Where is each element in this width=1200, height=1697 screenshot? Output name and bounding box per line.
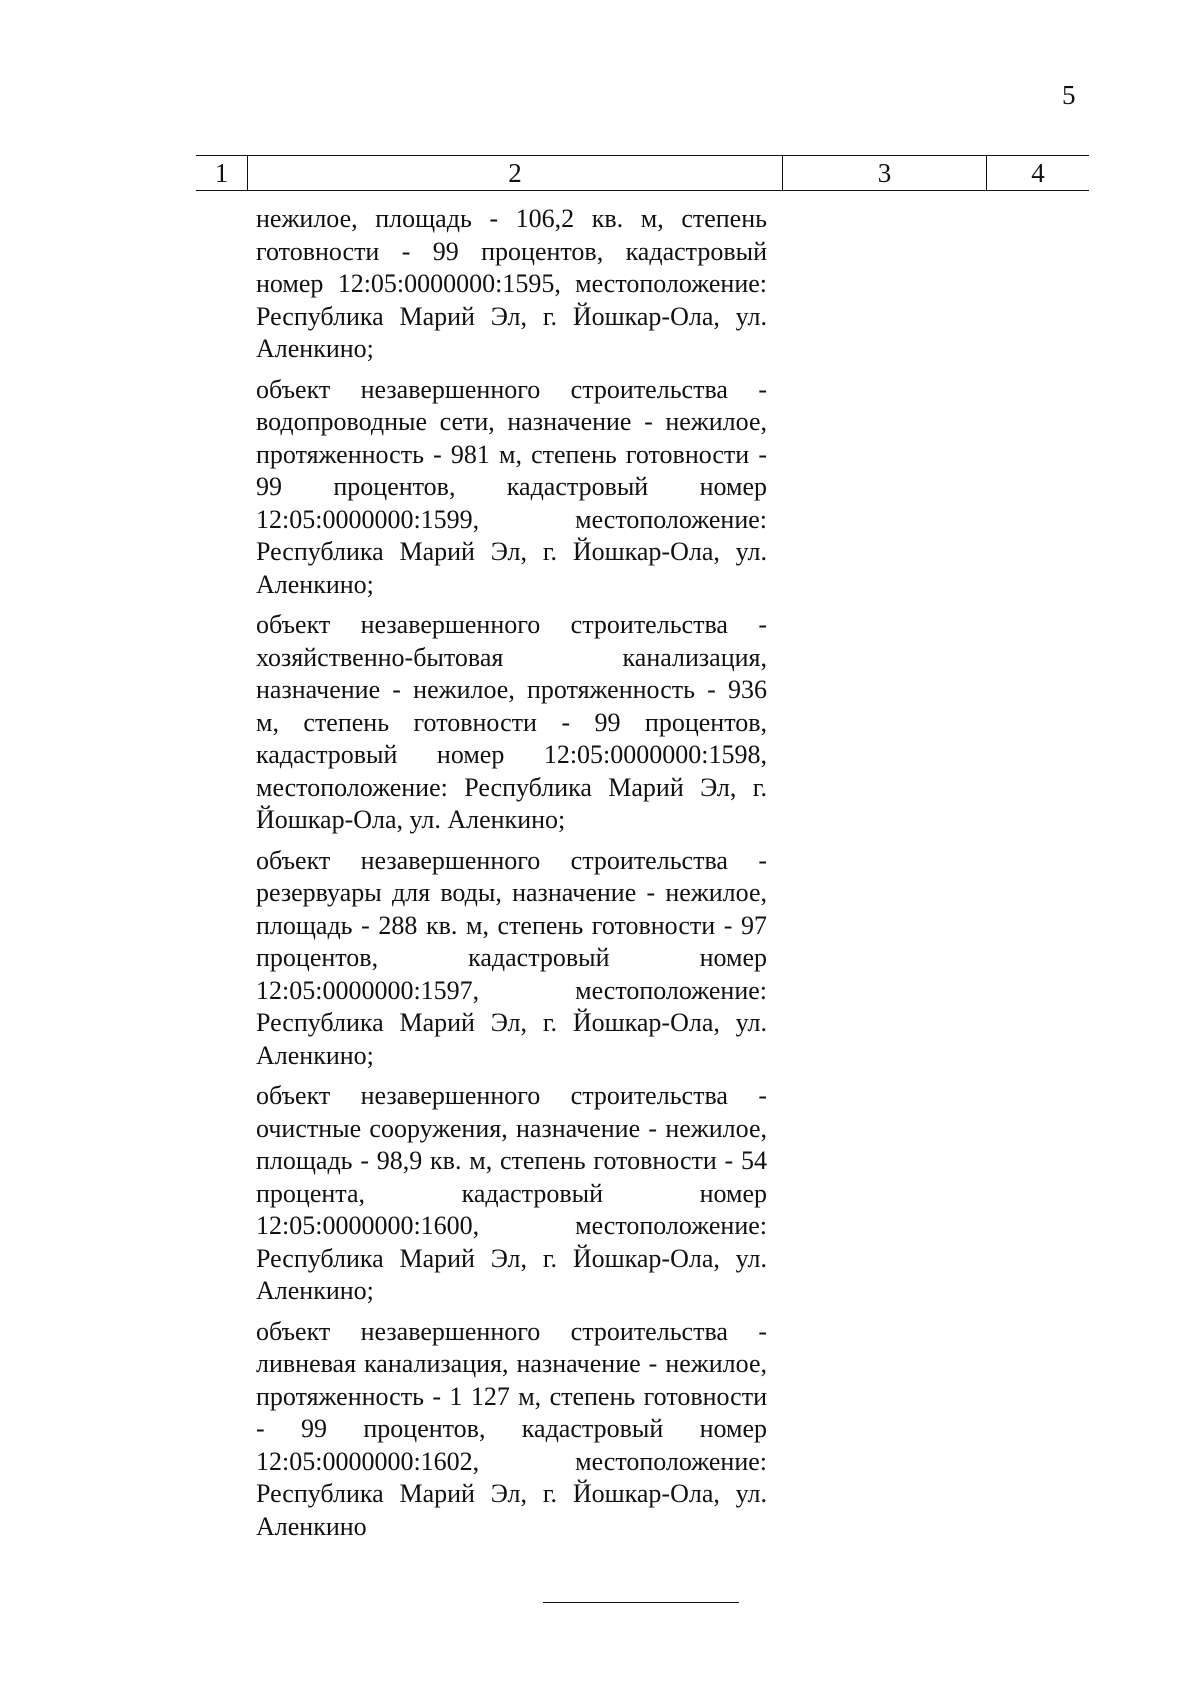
property-list xyxy=(256,203,767,1551)
property-entry: объект незавершенного строительства - водопроводные сети, назначение - нежилое, протяженность - 981 м, степень готовности - 99 процентов, кадастровый номер 12:05:0000000:1599, местоположение: Республика Марий Эл, г. Йошкар-Ола, ул. Аленкино; xyxy=(256,374,767,599)
property-entry: объект незавершенного строительства - хозяйственно-бытовая канализация, назначение - нежилое, протяженность - 936 м, степень готовности - 99 процентов, кадастровый номер 12:05:0000000:1598, местоположение: Республика Марий Эл, г. Йошкар-Ола, ул. Аленкино; xyxy=(256,610,767,834)
property-entry: объект незавершенного строительства - очистные сооружения, назначение - нежилое, площадь - 98,9 кв. м, степень готовности - 54 процента, кадастровый номер 12:05:0000000:1600, местоположение: Республика Марий Эл, г. Йошкар-Ола, ул. Аленкино; xyxy=(256,1081,767,1305)
property-entry: объект незавершенного строительства - ливневая канализация, назначение - нежилое, протяженность - 1 127 м, степень готовности - 99 процентов, кадастровый номер 12:05:0000000:1602, местоположение: Республика Марий Эл, г. Йошкар-Ола, ул. Аленкино xyxy=(256,1316,767,1541)
column-header-4: 4 xyxy=(1031,157,1045,188)
column-header-1: 1 xyxy=(196,156,248,190)
table-column-header-row xyxy=(196,155,1089,191)
column-header-3: 3 xyxy=(783,156,987,190)
column-header-2: 2 xyxy=(248,156,783,190)
closing-rule xyxy=(543,1602,739,1603)
property-entry: нежилое, площадь - 106,2 кв. м, степень готовности - 99 процентов, кадастровый номер 12:05:0000000:1595, местоположение: Республика Марий Эл, г. Йошкар-Ола, ул. Аленкино; xyxy=(256,204,767,363)
page-number: 5 xyxy=(1062,80,1076,110)
property-entry: объект незавершенного строительства - резервуары для воды, назначение - нежилое, площадь - 288 кв. м, степень готовности - 97 процентов, кадастровый номер 12:05:0000000:1597, местоположение: Республика Марий Эл, г. Йошкар-Ола, ул. Аленкино; xyxy=(256,845,767,1070)
